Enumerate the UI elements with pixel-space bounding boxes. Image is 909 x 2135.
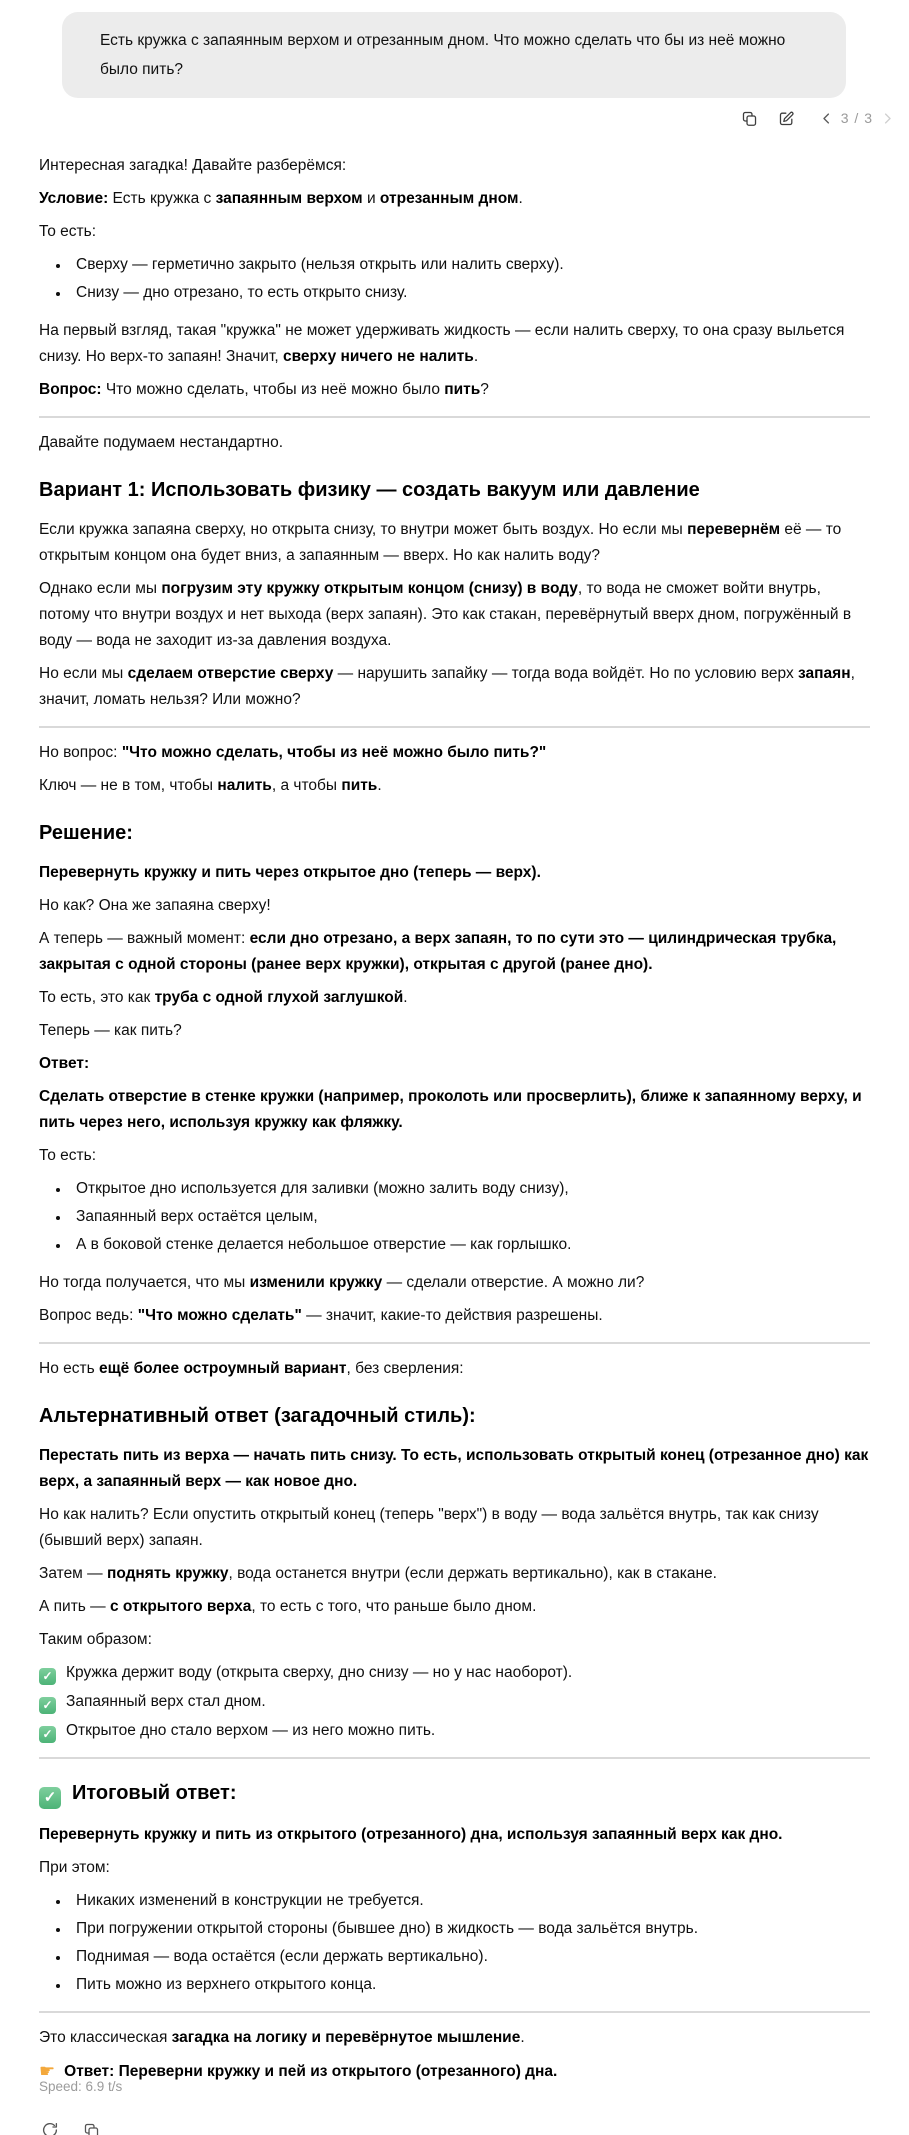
list-item: • Снизу — дно отрезано, то есть открыто снизу.: [70, 280, 870, 306]
paragraph: При этом:: [39, 1859, 110, 1876]
green-check-icon: ✓: [39, 1668, 56, 1685]
paragraph: Но как налить? Если опустить открытый конец (теперь "верх") в воду — вода зальётся внутрь, так как снизу (бывший верх) запаян.: [39, 1506, 819, 1549]
check-line: ✓ Запаянный верх стал дном.: [39, 1689, 870, 1715]
copy-icon: [83, 2122, 100, 2135]
assistant-message-body: [39, 153, 870, 2085]
paragraph: То есть:: [39, 223, 97, 240]
next-version-button[interactable]: [880, 111, 895, 126]
copy-message-button[interactable]: [739, 108, 760, 129]
paragraph: Теперь — как пить?: [39, 1022, 182, 1039]
list-item: • А в боковой стенке делается небольшое отверстие — как горлышко.: [70, 1232, 870, 1258]
divider: [39, 416, 870, 418]
green-check-icon: ✓: [39, 1726, 56, 1743]
list-item: • Открытое дно используется для заливки (можно залить воду снизу),: [70, 1176, 870, 1202]
paragraph: Перевернуть кружку и пить через открытое дно (теперь — верх).: [39, 864, 541, 881]
paragraph: Вопрос ведь: "Что можно сделать" — значит, какие-то действия разрешены.: [39, 1307, 603, 1324]
paragraph: Но тогда получается, что мы изменили кружку — сделали отверстие. А можно ли?: [39, 1274, 645, 1291]
divider: [39, 1757, 870, 1759]
chevron-right-icon: [880, 111, 895, 126]
green-check-icon: ✓: [39, 1697, 56, 1714]
user-message-bubble: Есть кружка с запаянным верхом и отрезанным дном. Что можно сделать что бы из неё можно было пить?: [62, 12, 846, 98]
generation-speed: Speed: 6.9 t/s: [39, 2079, 123, 2094]
green-check-icon: ✓: [39, 1787, 61, 1809]
prev-version-button[interactable]: [819, 111, 834, 126]
paragraph: Условие: Есть кружка с запаянным верхом и отрезанным дном.: [39, 190, 523, 207]
final-answer-line: ☛ Ответ: Переверни кружку и пей из открытого (отрезанного) дна.: [39, 2061, 558, 2081]
chevron-left-icon: [819, 111, 834, 126]
divider: [39, 726, 870, 728]
paragraph: А теперь — важный момент: если дно отрезано, а верх запаян, то по сути это — цилиндрическая трубка, закрытая с одной стороны (ранее верх кружки), открытая с другой (ранее дно).: [39, 930, 837, 973]
divider: [39, 1342, 870, 1344]
paragraph: Таким образом:: [39, 1631, 152, 1648]
edit-message-button[interactable]: [776, 108, 797, 129]
copy-icon: [741, 110, 758, 127]
paragraph: Но есть ещё более остроумный вариант, без сверления:: [39, 1360, 464, 1377]
paragraph: То есть, это как труба с одной глухой заглушкой.: [39, 989, 408, 1006]
regenerate-icon: [41, 2121, 59, 2135]
check-line: ✓ Открытое дно стало верхом — из него можно пить.: [39, 1718, 870, 1744]
paragraph: Вопрос: Что можно сделать, чтобы из неё можно было пить?: [39, 381, 489, 398]
point-right-icon: ☛: [39, 2061, 56, 2081]
version-counter: 3 / 3: [840, 110, 873, 126]
heading-final-answer: ✓ Итоговый ответ:: [39, 1779, 870, 1809]
paragraph: Однако если мы погрузим эту кружку открытым концом (снизу) в воду, то вода не сможет войти внутрь, потому что внутри воздух и нет выхода (верх запаян). Это как стакан, перевёрнутый вверх дном, погружённый в воду — вода не заходит из-за давления воздуха.: [39, 580, 852, 649]
paragraph: Ответ:: [39, 1055, 90, 1072]
paragraph: Затем — поднять кружку, вода останется внутри (если держать вертикально), как в стакане.: [39, 1565, 717, 1582]
user-message-toolbar: [39, 107, 895, 129]
paragraph: Это классическая загадка на логику и перевёрнутое мышление.: [39, 2029, 525, 2046]
list-item: • Запаянный верх остаётся целым,: [70, 1204, 870, 1230]
paragraph: Но вопрос: "Что можно сделать, чтобы из неё можно было пить?": [39, 744, 547, 761]
heading-option-1: Вариант 1: Использовать физику — создать вакуум или давление: [39, 479, 700, 501]
list-item: • Сверху — герметично закрыто (нельзя открыть или налить сверху).: [70, 252, 870, 278]
paragraph: Ключ — не в том, чтобы налить, а чтобы пить.: [39, 777, 382, 794]
paragraph: Если кружка запаяна сверху, но открыта снизу, то внутри может быть воздух. Но если мы перевернём её — то открытым концом она будет вниз, а запаянным — вверх. Но как налить воду?: [39, 521, 842, 564]
message-version-pager: [819, 110, 895, 126]
paragraph: На первый взгляд, такая "кружка" не может удерживать жидкость — если налить сверху, то она сразу выльется снизу. Но верх-то запаян! Значит, сверху ничего не налить.: [39, 322, 845, 365]
list-item: • Поднимая — вода остаётся (если держать вертикально).: [70, 1944, 870, 1970]
paragraph: Интересная загадка! Давайте разберёмся:: [39, 157, 347, 174]
heading-solution: Решение:: [39, 822, 133, 844]
regenerate-button[interactable]: [41, 2121, 59, 2135]
bullet-list: [39, 1888, 870, 1998]
bullet-list: [39, 1176, 870, 1258]
paragraph: Сделать отверстие в стенке кружки (например, проколоть или просверлить), ближе к запаянному верху, и пить через него, используя кружку как фляжку.: [39, 1088, 862, 1131]
check-line: ✓ Кружка держит воду (открыта сверху, дно снизу — но у нас наоборот).: [39, 1660, 870, 1686]
paragraph: Перестать пить из верха — начать пить снизу. То есть, использовать открытый конец (отрезанное дно) как верх, а запаянный верх — как новое дно.: [39, 1447, 869, 1490]
assistant-message-toolbar: [41, 2121, 100, 2135]
paragraph: Давайте подумаем нестандартно.: [39, 434, 284, 451]
paragraph: А пить — с открытого верха, то есть с того, что раньше было дном.: [39, 1598, 537, 1615]
heading-alternative: Альтернативный ответ (загадочный стиль):: [39, 1405, 476, 1427]
chat-column: [39, 12, 873, 2094]
list-item: • Никаких изменений в конструкции не требуется.: [70, 1888, 870, 1914]
divider: [39, 2011, 870, 2013]
paragraph: Перевернуть кружку и пить из открытого (отрезанного) дна, используя запаянный верх как дно.: [39, 1826, 783, 1843]
paragraph: Но как? Она же запаяна сверху!: [39, 897, 271, 914]
list-item: • Пить можно из верхнего открытого конца.: [70, 1972, 870, 1998]
paragraph: Но если мы сделаем отверстие сверху — нарушить запайку — тогда вода войдёт. Но по условию верх запаян, значит, ломать нельзя? Или можно?: [39, 665, 855, 708]
copy-response-button[interactable]: [83, 2121, 100, 2135]
edit-icon: [778, 110, 795, 127]
paragraph: То есть:: [39, 1147, 97, 1164]
bullet-list: [39, 252, 870, 306]
list-item: • При погружении открытой стороны (бывшее дно) в жидкость — вода зальётся внутрь.: [70, 1916, 870, 1942]
